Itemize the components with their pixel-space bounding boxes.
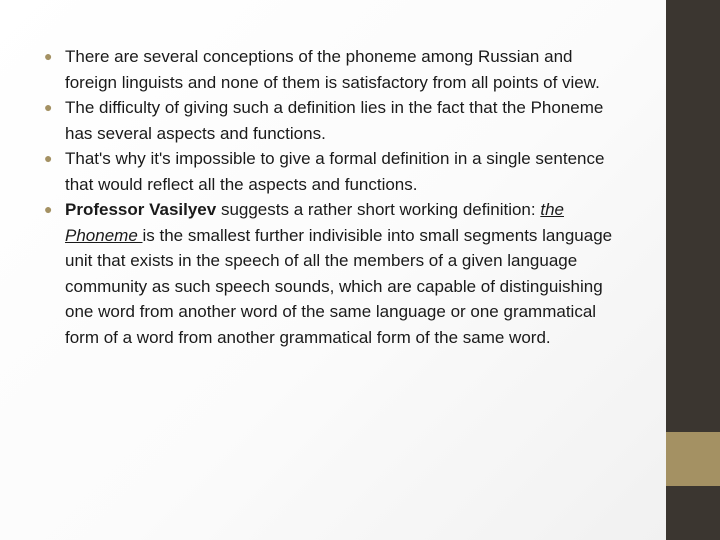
bullet-dot-icon: ● — [44, 99, 53, 115]
bullet-item — [44, 197, 629, 350]
bullet-dot-icon: ● — [44, 201, 53, 217]
bullet-text: suggests a rather short working definition: — [216, 200, 541, 219]
decorative-side-accent — [666, 432, 720, 486]
defined-term: the Phoneme — [65, 200, 564, 245]
bullet-item — [44, 44, 629, 95]
bullet-list — [44, 44, 629, 350]
bullet-dot-icon: ● — [44, 48, 53, 64]
bullet-dot-icon: ● — [44, 150, 53, 166]
bullet-item — [44, 146, 629, 197]
bullet-item — [44, 95, 629, 146]
author-name: Professor Vasilyev — [65, 200, 217, 219]
definition-text: is the smallest further indivisible into small segments language unit that exists in the speech of all the members of a given language community as such speech sounds, which are capable of distinguishing one word from another word of the same language or one grammatical form of a word from another grammatical form of the same word. — [65, 225, 613, 347]
bullet-text: That's why it's impossible to give a formal definition in a single sentence that would reflect all the aspects and functions. — [65, 149, 605, 194]
bullet-text: The difficulty of giving such a definition lies in the fact that the Phoneme has several aspects and functions. — [65, 98, 604, 143]
bullet-text: There are several conceptions of the phoneme among Russian and foreign linguists and none of them is satisfactory from all points of view. — [65, 47, 600, 92]
